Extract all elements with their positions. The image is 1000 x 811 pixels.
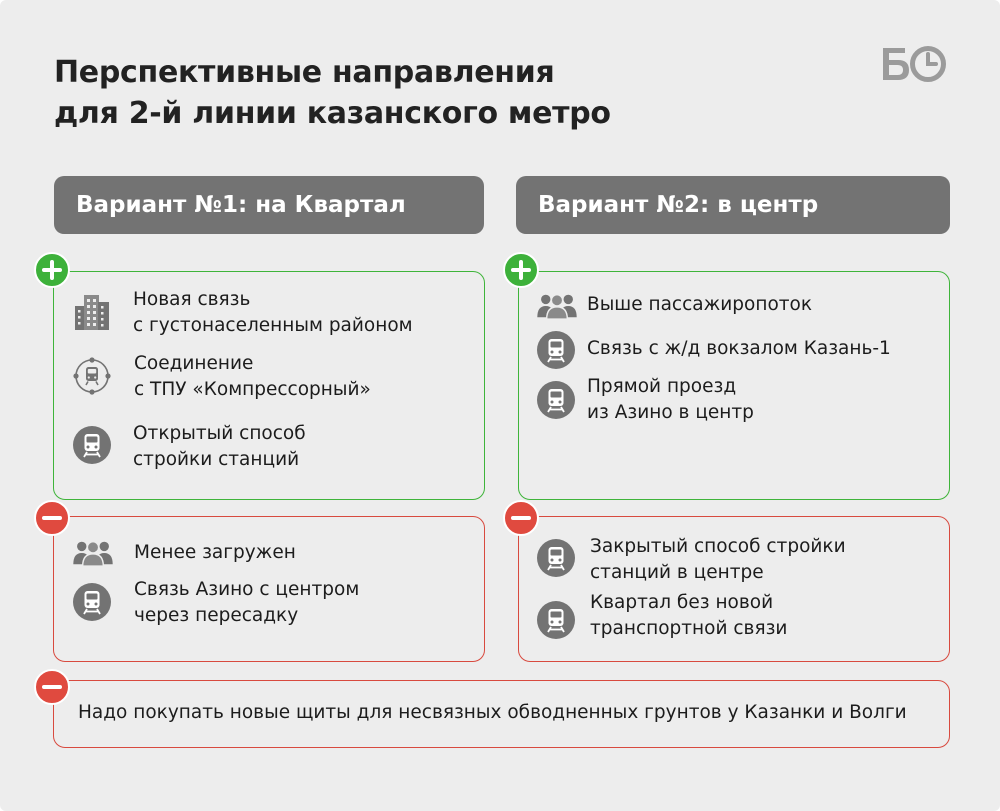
minus-icon: [34, 669, 70, 705]
plus-icon: [503, 252, 539, 288]
train-icon: [536, 600, 576, 640]
item-text: Закрытый способ стройки станций в центре: [590, 536, 846, 583]
train-icon: [536, 538, 576, 578]
people-icon: [72, 537, 114, 567]
item-text: Связь с ж/д вокзалом Казань-1: [587, 338, 891, 359]
item-text: Соединение с ТПУ «Компрессорный»: [134, 353, 371, 400]
minus-icon: [34, 500, 70, 536]
variant-1-header: Вариант №1: на Квартал: [54, 176, 484, 234]
item-text: Связь Азино с центром через пересадку: [134, 579, 360, 626]
page-title: [54, 52, 611, 134]
title-line-1: Перспективные направления: [54, 55, 555, 90]
variant-2-header: Вариант №2: в центр: [516, 176, 950, 234]
title-line-2: для 2-й линии казанского метро: [54, 96, 611, 131]
item-text: Выше пассажиропоток: [587, 294, 813, 315]
train-icon: [536, 380, 576, 420]
item-text: Открытый способ стройки станций: [133, 423, 306, 470]
item-text: Прямой проезд из Азино в центр: [587, 376, 754, 423]
train-icon: [72, 425, 112, 465]
plus-icon: [34, 252, 70, 288]
train-icon: [72, 582, 112, 622]
minus-icon: [503, 500, 539, 536]
item-text: Менее загружен: [134, 542, 296, 563]
buildings-icon: [72, 292, 112, 332]
bo-logo: [879, 44, 947, 84]
train-icon: [536, 330, 576, 370]
people-icon: [536, 290, 578, 320]
transit-hub-icon: [72, 356, 112, 396]
item-text: Квартал без новой транспортной связи: [590, 592, 788, 639]
item-text: Новая связь с густонаселенным районом: [133, 289, 413, 336]
common-con-text: Надо покупать новые щиты для несвязных обводненных грунтов у Казанки и Волги: [78, 702, 907, 723]
